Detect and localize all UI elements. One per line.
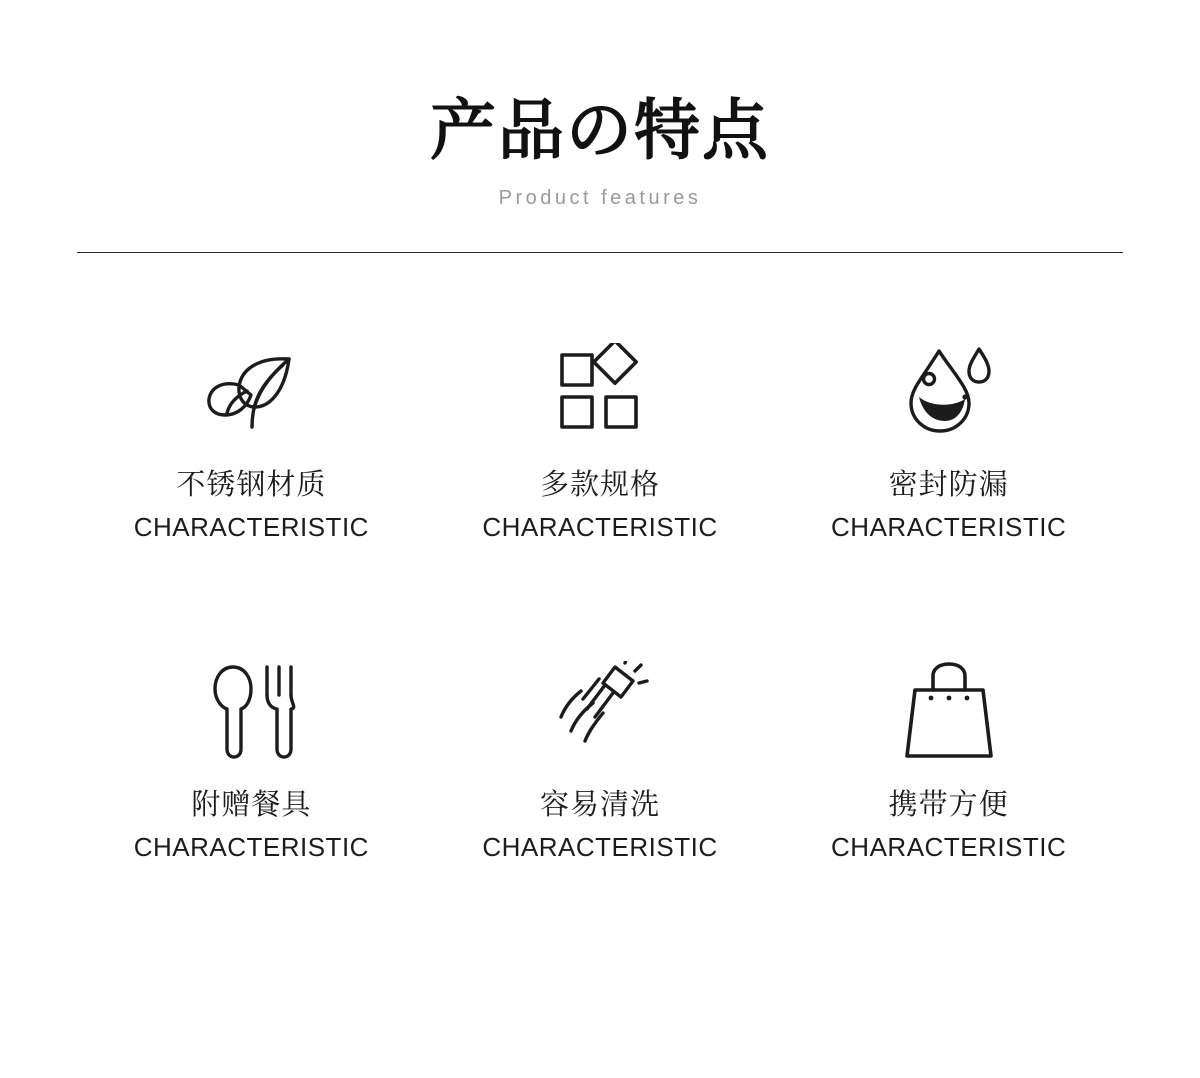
feature-sublabel: CHARACTERISTIC — [831, 512, 1067, 543]
feature-sublabel: CHARACTERISTIC — [133, 831, 369, 862]
spoon-fork-icon — [203, 661, 299, 761]
feature-item — [426, 661, 775, 867]
feature-label: 不锈钢材质 — [176, 467, 327, 502]
feature-label: 容易清洗 — [539, 787, 660, 822]
feature-label: 携带方便 — [888, 787, 1009, 822]
shapes-icon — [552, 337, 648, 441]
page-subtitle: Product features — [498, 187, 702, 210]
shopping-bag-icon — [901, 661, 997, 761]
feature-sublabel: CHARACTERISTIC — [482, 512, 718, 543]
page-title: 产品の特点 — [430, 92, 770, 169]
feature-grid — [77, 253, 1123, 867]
feature-item — [77, 337, 426, 543]
feature-item — [774, 337, 1123, 543]
feature-label: 附赠餐具 — [191, 787, 312, 822]
leaf-icon — [197, 337, 305, 441]
feature-sublabel: CHARACTERISTIC — [482, 831, 718, 862]
water-drop-icon — [893, 337, 1005, 441]
feature-item — [774, 661, 1123, 867]
feature-item — [426, 337, 775, 543]
feature-item — [77, 661, 426, 867]
feature-label: 密封防漏 — [888, 467, 1009, 502]
feature-sublabel: CHARACTERISTIC — [831, 831, 1067, 862]
spray-clean-icon — [547, 661, 653, 761]
feature-label: 多款规格 — [539, 467, 660, 502]
feature-sublabel: CHARACTERISTIC — [133, 512, 369, 543]
page-header — [0, 0, 1200, 253]
